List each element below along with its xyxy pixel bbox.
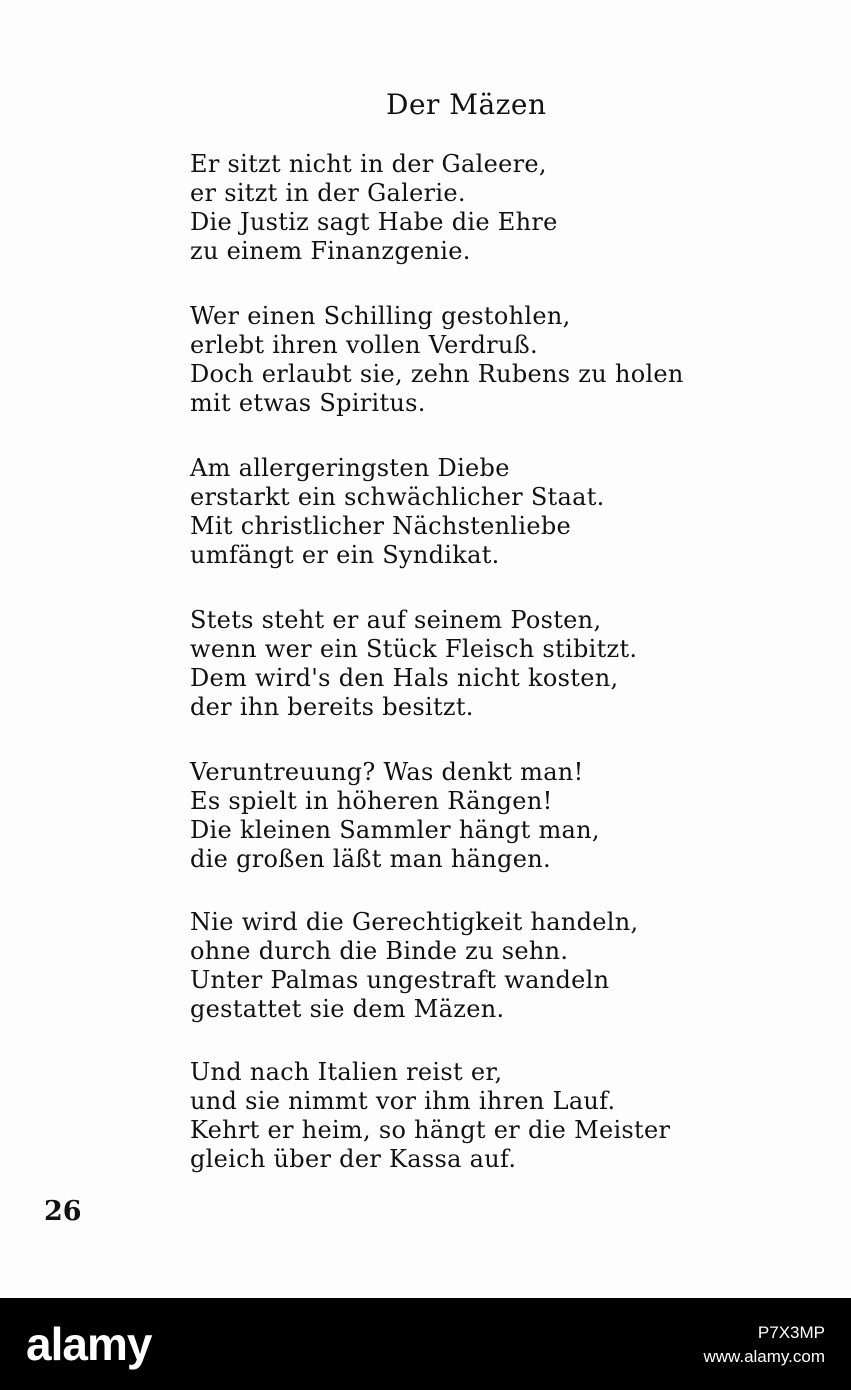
poem-line: umfängt er ein Syndikat. bbox=[190, 541, 500, 569]
poem-line: Die Justiz sagt Habe die Ehre bbox=[190, 208, 558, 236]
poem-line: Mit christlicher Nächstenliebe bbox=[190, 512, 572, 540]
poem-line: Es spielt in höheren Rängen! bbox=[190, 787, 553, 815]
poem-line: Die kleinen Sammler hängt man, bbox=[190, 816, 600, 844]
poem-line: und sie nimmt vor ihm ihren Lauf. bbox=[190, 1087, 616, 1115]
poem-line: erstarkt ein schwächlicher Staat. bbox=[190, 483, 605, 511]
page-number: 26 bbox=[44, 1196, 82, 1227]
stanza-6 bbox=[190, 908, 810, 1024]
poem-line: Und nach Italien reist er, bbox=[190, 1058, 503, 1086]
poem-title: Der Mäzen bbox=[386, 88, 547, 121]
poem-line: Kehrt er heim, so hängt er die Meister bbox=[190, 1116, 671, 1144]
poem-line: Dem wird's den Hals nicht kosten, bbox=[190, 664, 619, 692]
stanza-5 bbox=[190, 758, 810, 874]
poem-line: der ihn bereits besitzt. bbox=[190, 693, 474, 721]
poem-line: er sitzt in der Galerie. bbox=[190, 179, 466, 207]
poem-line: erlebt ihren vollen Verdruß. bbox=[190, 331, 538, 359]
poem-line: Wer einen Schilling gestohlen, bbox=[190, 302, 571, 330]
stanza-7 bbox=[190, 1058, 810, 1174]
image-id: P7X3MP bbox=[757, 1323, 825, 1342]
stanza-4 bbox=[190, 606, 810, 722]
poem-line: Am allergeringsten Diebe bbox=[190, 454, 510, 482]
poem-line: Er sitzt nicht in der Galeere, bbox=[190, 150, 547, 178]
stanza-2 bbox=[190, 302, 810, 418]
poem-line: Unter Palmas ungestraft wandeln bbox=[190, 966, 610, 994]
alamy-logo: alamy bbox=[26, 1318, 152, 1370]
stanza-3 bbox=[190, 454, 810, 570]
poem-line: zu einem Finanzgenie. bbox=[190, 237, 471, 265]
poem-line: wenn wer ein Stück Fleisch stibitzt. bbox=[190, 635, 638, 663]
poem-line: Nie wird die Gerechtigkeit handeln, bbox=[190, 908, 639, 936]
poem-line: mit etwas Spiritus. bbox=[190, 389, 426, 417]
footer-url: www.alamy.com bbox=[703, 1347, 825, 1366]
poem-line: gleich über der Kassa auf. bbox=[190, 1145, 517, 1173]
poem-line: Stets steht er auf seinem Posten, bbox=[190, 606, 602, 634]
stanza-1 bbox=[190, 150, 810, 266]
poem-line: gestattet sie dem Mäzen. bbox=[190, 995, 505, 1023]
poem-line: Doch erlaubt sie, zehn Rubens zu holen bbox=[190, 360, 684, 388]
watermark-footer bbox=[0, 1298, 851, 1390]
poem-line: Veruntreuung? Was denkt man! bbox=[190, 758, 584, 786]
poem-line: ohne durch die Binde zu sehn. bbox=[190, 937, 569, 965]
poem-line: die großen läßt man hängen. bbox=[190, 845, 551, 873]
